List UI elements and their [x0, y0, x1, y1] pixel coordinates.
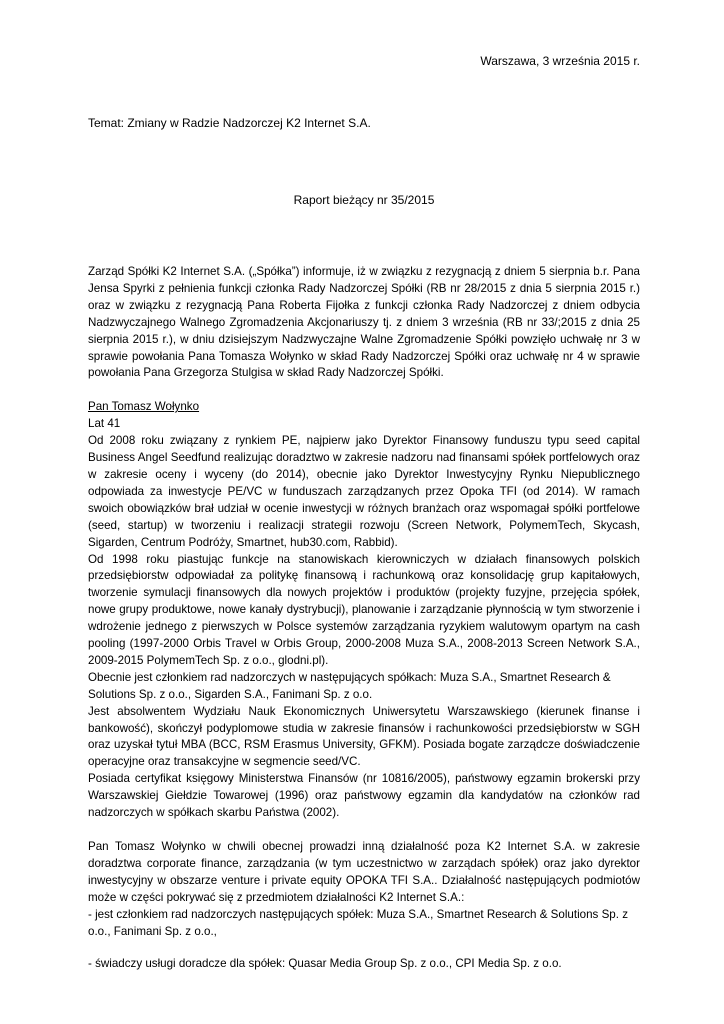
bio-paragraph-education: Jest absolwentem Wydziału Nauk Ekonomicznych Uniwersytetu Warszawskiego (kierunek finanse i bankowość), skończył podyplomowe studia w zakresie finansów i rachunkowości przedsiębiorstw w SGH oraz uzyskał tytuł MBA (BCC, RSM Erasmus University, GFKM). Posiada bogate zarządcze doświadczenie operacyjne oraz transakcyjne w segmencie seed/VC.	[88, 704, 640, 769]
activity-paragraph: Pan Tomasz Wołynko w chwili obecnej prowadzi inną działalność poza K2 Internet S.A. w zakresie doradztwa corporate finance, zarządzania (w tym uczestnictwo w zarządach spółek) oraz jako dyrektor inwestycyjny w obszarze venture i private equity OPOKA TFI S.A.. Działalność następujących podmiotów może w części pokrywać się z przedmiotem działalności K2 Internet S.A.:	[88, 840, 640, 904]
bio-paragraph-finance: Od 1998 roku piastując funkcje na stanowiskach kierowniczych w działach finansowych polskich przedsiębiorstw odpowiadał za politykę finansową i rachunkową oraz konsolidację grup kapitałowych, tworzenie symulacji finansowych dla nowych projektów i produktów (projekty fuzyjne, przejęcia spółek, nowe grupy produktowe, nowe kanały dystrybucji), planowanie i zarządzanie płynnością w tym stworzenie i wdrożenie jednego z pierwszych w Polsce systemów zarządzania ryzykiem walutowym opartym na cash pooling (1997-2000 Orbis Travel w Orbis Group, 2000-2008 Muza S.A., 2008-2013 Screen Network S.A., 2009-2015 PolymemTech Sp. z o.o., glodni.pl).	[88, 552, 640, 667]
intro-paragraph: Zarząd Spółki K2 Internet S.A. („Spółka”) informuje, iż w związku z rezygnacją z dniem 5 sierpnia b.r. Pana Jensa Spyrki z pełnienia funkcji członka Rady Nadzorczej Spółki (RB nr 28/2015 z dnia 5 sierpnia 2015 r.) oraz w związku z rezygnacją Pana Roberta Fijołka z funkcji członka Rady Nadzorczej z dniem odbycia Nadzwyczajnego Walnego Zgromadzenia Akcjonariuszy tj. z dniem 3 września (RB nr 33/;2015 z dnia 25 sierpnia 2015 r.), w dniu dzisiejszym Nadzwyczajne Walne Zgromadzenie Spółki powzięło uchwałę nr 3 w sprawie powołania Pana Tomasza Wołynko w skład Rady Nadzorczej Spółki oraz uchwałę nr 4 w sprawie powołania Pana Grzegorza Stulgisa w skład Rady Nadzorczej Spółki.	[88, 265, 640, 380]
document-page	[88, 0, 640, 1024]
bio-paragraph-pe: Od 2008 roku związany z rynkiem PE, najpierw jako Dyrektor Finansowy funduszu typu seed capital Business Angel Seedfund realizując doradztwo w zakresie nadzoru nad finansami spółek portfelowych oraz w zakresie oceny i wyceny (do 2014), obecnie jako Dyrektor Inwestycyjny Rynku Niepublicznego odpowiada za inwestycje PE/VC w funduszach zarządzanych przez Opoka TFI (od 2014). W ramach swoich obowiązków brał udział w ocenie inwestycji w różnych branżach oraz wspomagał spółki portfelowe (seed, startup) w tworzeniu i realizacji strategii rozwoju (Screen Network, PolymemTech, Skycash, Sigarden, Centrum Podróży, Smartnet, hub30.com, Rabbid).	[88, 434, 640, 549]
spacer	[88, 382, 640, 399]
document-date: Warszawa, 3 września 2015 r.	[480, 54, 640, 68]
spacer	[88, 940, 640, 956]
activity-bullet-boards: - jest członkiem rad nadzorczych następujących spółek: Muza S.A., Smartnet Research & Solutions Sp. z o.o., Fanimani Sp. z o.o.,	[88, 907, 628, 938]
spacer	[88, 822, 640, 839]
activity-bullet-advisory: - świadczy usługi doradcze dla spółek: Quasar Media Group Sp. z o.o., CPI Media Sp. z o.o.	[88, 957, 562, 971]
document-body	[88, 264, 640, 973]
bio-paragraph-certificates: Posiada certyfikat księgowy Ministerstwa Finansów (nr 10816/2005), państwowy egzamin brokerski przy Warszawskiej Giełdzie Towarowej (1996) oraz państwowy egzamin dla kandydatów na członków rad nadzorczych w spółkach skarbu Państwa (2002).	[88, 772, 640, 820]
report-number: Raport bieżący nr 35/2015	[293, 193, 435, 207]
person-age: Lat 41	[88, 417, 121, 431]
bio-paragraph-boards: Obecnie jest członkiem rad nadzorczych w następujących spółkach: Muza S.A., Smartnet Research & Solutions Sp. z o.o., Sigarden S.A., Fanimani Sp. z o.o.	[88, 670, 611, 701]
document-subject: Temat: Zmiany w Radzie Nadzorczej K2 Internet S.A.	[88, 116, 371, 130]
person-name: Pan Tomasz Wołynko	[88, 400, 200, 414]
